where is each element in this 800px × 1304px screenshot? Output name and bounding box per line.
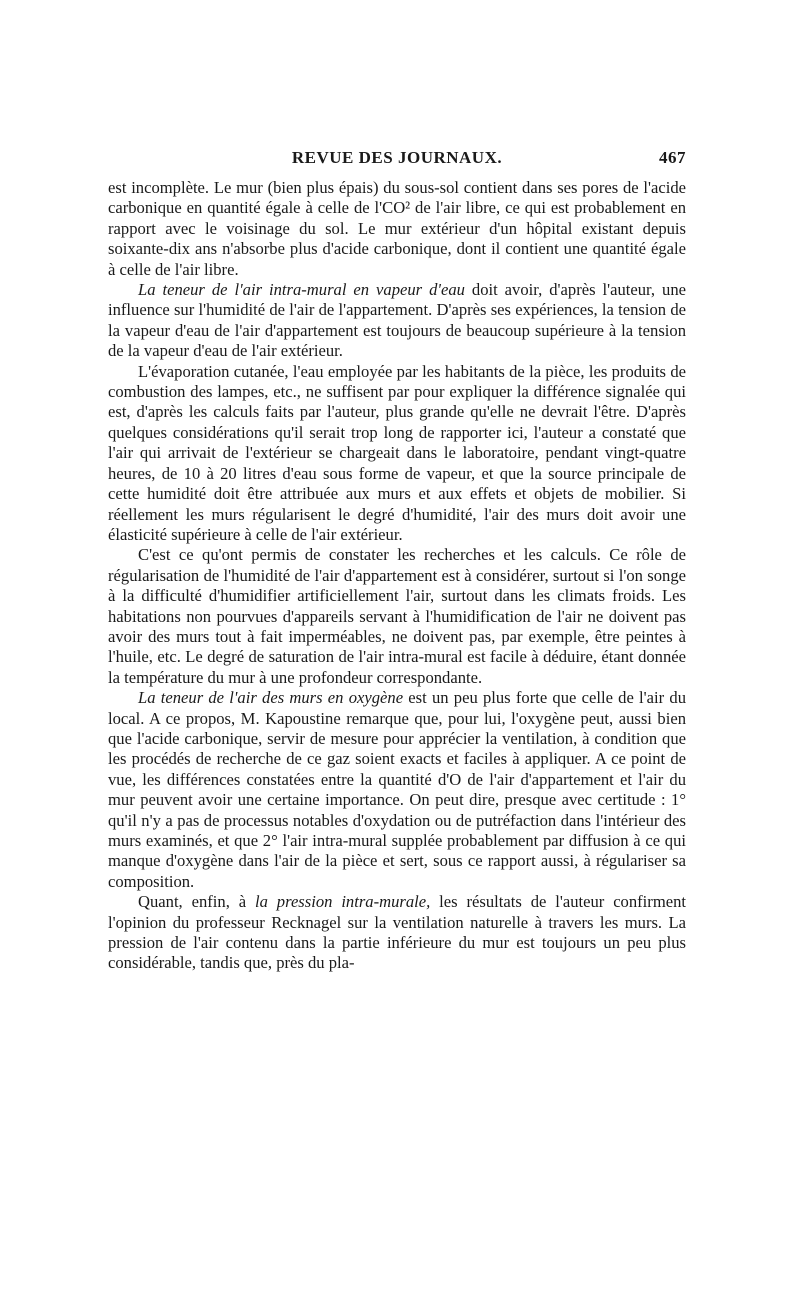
paragraph bbox=[108, 892, 686, 974]
body-text bbox=[108, 178, 686, 974]
text-run: est un peu plus forte que celle de l'air du local. A ce propos, M. Kapoustine remarque que, pour lui, l'oxygène peut, aussi bien que l'acide carbonique, servir de mesure pour apprécier la ventilation, à condition que les procédés de recherche de ce gaz soient exacts et faciles à appliquer. A ce point de vue, les différences constatées entre la quantité d'O de l'air d'appartement et l'air du mur peuvent avoir une certaine importance. On peut dire, presque avec certitude : 1° qu'il n'y a pas de processus notables d'oxydation ou de putréfaction dans l'intérieur des murs examinés, et que 2° l'air intra-mural supplée probablement par diffusion à ce qui manque d'oxygène dans l'air de la pièce et sert, sous ce rapport aussi, à régulariser sa composition. bbox=[108, 688, 686, 891]
paragraph bbox=[108, 178, 686, 280]
italic-run: La teneur de l'air intra-mural en vapeur d'eau bbox=[138, 280, 465, 300]
running-title: REVUE DES JOURNAUX. bbox=[291, 148, 503, 167]
paragraph bbox=[108, 362, 686, 546]
text-run: les résultats de l'auteur confirment l'opinion du professeur Recknagel sur la ventilation naturelle à travers les murs. La pression de l'air contenu dans la partie inférieure du mur est toujours un peu plus considérable, tandis que, près du pla- bbox=[108, 892, 686, 973]
paragraph bbox=[108, 545, 686, 688]
italic-run: La teneur de l'air des murs en oxygène bbox=[138, 688, 404, 708]
page-number: 467 bbox=[659, 148, 686, 167]
text-run: C'est ce qu'ont permis de constater les recherches et les calculs. Ce rôle de régularisation de l'humidité de l'air d'appartement est à considérer, surtout si l'on songe à la difficulté d'humidifier artificiellement l'air, surtout dans les climats froids. Les habitations non pourvues d'appareils servant à l'humidification de l'air ne doivent pas avoir des murs tout à fait imperméables, ne doivent pas, par exemple, être peintes à l'huile, etc. Le degré de saturation de l'air intra-mural est facile à déduire, étant donnée la température du mur à une profondeur correspondante. bbox=[108, 545, 686, 687]
text-run: est incomplète. Le mur (bien plus épais) du sous-sol contient dans ses pores de l'acide carbonique en quantité égale à celle de l'CO² de l'air libre, ce qui est probablement en rapport avec le voisinage du sol. Le mur extérieur d'un hôpital existant depuis soixante-dix ans n'absorbe plus d'acide carbonique, dont il contient une quantité égale à celle de l'air libre. bbox=[108, 178, 686, 279]
text-run: doit avoir, d'après l'auteur, une influence sur l'humidité de l'air de l'appartement. D'après ses expériences, la tension de la vapeur d'eau de l'air d'appartement est toujours de beaucoup supérieure à la tension de la vapeur d'eau de l'air extérieur. bbox=[108, 280, 686, 361]
paragraph bbox=[108, 280, 686, 362]
text-run: Quant, enfin, à bbox=[138, 892, 255, 912]
paragraph bbox=[108, 688, 686, 892]
italic-run: la pression intra-murale, bbox=[255, 892, 431, 912]
text-run: L'évaporation cutanée, l'eau employée par les habitants de la pièce, les produits de combustion des lampes, etc., ne suffisent par pour expliquer la différence signalée qui est, d'après les calculs faits par l'auteur, plus grande qu'elle ne devrait l'être. D'après quelques considérations qu'il serait trop long de rapporter ici, l'auteur a constaté que l'air qui arrivait de l'extérieur se chargeait dans le laboratoire, pendant vingt-quatre heures, de 10 à 20 litres d'eau sous forme de vapeur, et que la source principale de cette humidité doit être attribuée aux murs et aux effets et objets de mobilier. Si réellement les murs régularisent le degré d'humidité, l'air des murs doit avoir une élasticité supérieure à celle de l'air extérieur. bbox=[108, 361, 686, 544]
running-header bbox=[108, 148, 686, 178]
document-page bbox=[108, 148, 686, 974]
